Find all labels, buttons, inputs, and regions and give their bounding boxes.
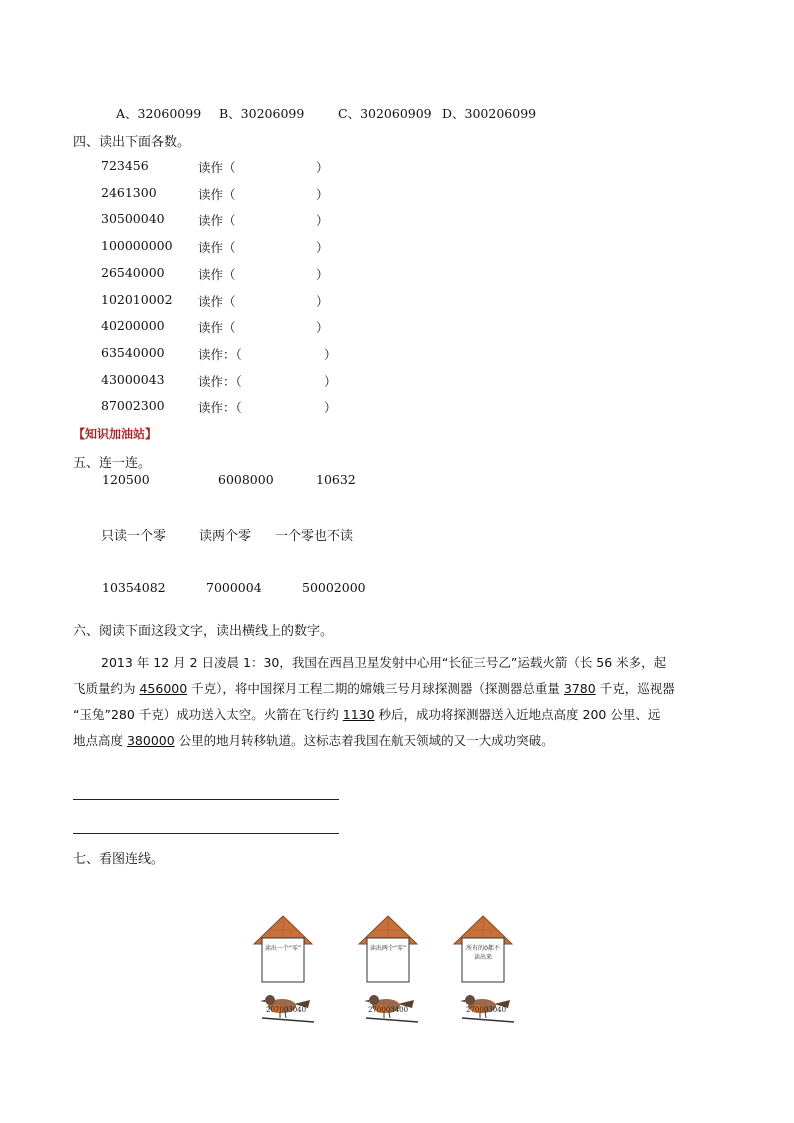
bottom-number: 50002000 bbox=[302, 580, 366, 595]
read-close-paren: ） bbox=[316, 267, 329, 282]
read-label: 读作（ bbox=[198, 160, 236, 175]
passage bbox=[73, 650, 723, 754]
read-label: 读作：（ bbox=[198, 400, 242, 415]
answer-line bbox=[73, 799, 339, 800]
house-label: 所有的0都不读出来 bbox=[466, 945, 500, 961]
number-to-read: 100000000 bbox=[101, 238, 173, 253]
number-to-read: 63540000 bbox=[101, 345, 165, 360]
passage-line-1: 2013 年 12 月 2 日凌晨 1：30，我国在西昌卫星发射中心用“长征三号乙”运载火箭（长 56 米多，起 bbox=[101, 655, 667, 670]
read-close-paren: ） bbox=[316, 160, 329, 175]
knowledge-tag: 【知识加油站】 bbox=[73, 427, 158, 441]
number-to-read: 87002300 bbox=[101, 398, 165, 413]
read-close-paren: ） bbox=[316, 320, 329, 335]
house-label: 读出两个“零” bbox=[369, 945, 407, 952]
read-close-paren: ） bbox=[324, 347, 337, 362]
top-number: 6008000 bbox=[218, 472, 274, 487]
option-b: B、30206099 bbox=[219, 106, 305, 121]
house bbox=[357, 914, 419, 984]
read-label: 读作：（ bbox=[198, 374, 242, 389]
section5-title: 五、连一连。 bbox=[73, 456, 152, 471]
number-to-read: 43000043 bbox=[101, 372, 165, 387]
number-to-read: 30500040 bbox=[101, 211, 165, 226]
read-label: 读作（ bbox=[198, 320, 236, 335]
option-d: D、300206099 bbox=[442, 106, 537, 121]
passage-line-2: 飞质量约为 456000 千克），将中国探月工程二期的嫦娥三号月球探测器（探测器总重量 3780 千克，巡视器 bbox=[73, 681, 675, 696]
underlined-number: 3780 bbox=[563, 681, 596, 696]
match-label: 读两个零 bbox=[199, 529, 252, 544]
number-to-read: 2461300 bbox=[101, 185, 157, 200]
read-label: 读作：（ bbox=[198, 347, 242, 362]
number-to-read: 26540000 bbox=[101, 265, 165, 280]
bottom-number: 7000004 bbox=[206, 580, 262, 595]
match-label: 一个零也不读 bbox=[275, 529, 354, 544]
read-label: 读作（ bbox=[198, 294, 236, 309]
house bbox=[252, 914, 314, 984]
section7-title: 七、看图连线。 bbox=[73, 852, 165, 867]
underlined-number: 1130 bbox=[342, 707, 375, 722]
read-close-paren: ） bbox=[316, 187, 329, 202]
read-close-paren: ） bbox=[324, 374, 337, 389]
passage-line-4: 地点高度 380000 公里的地月转移轨道。这标志着我国在航天领域的又一大成功突破。 bbox=[73, 733, 554, 748]
passage-line-3: “玉兔”280 千克）成功送入太空。火箭在飞行约 1130 秒后，成功将探测器送入近地点高度 200 公里、远 bbox=[73, 707, 661, 722]
number-to-read: 102010002 bbox=[101, 292, 173, 307]
underlined-number: 456000 bbox=[139, 681, 188, 696]
house bbox=[452, 914, 514, 984]
match-label: 只读一个零 bbox=[101, 529, 167, 544]
underlined-number: 380000 bbox=[126, 733, 175, 748]
read-close-paren: ） bbox=[316, 240, 329, 255]
read-close-paren: ） bbox=[316, 294, 329, 309]
number-to-read: 40200000 bbox=[101, 318, 165, 333]
read-label: 读作（ bbox=[198, 187, 236, 202]
bird-number: 270003400 bbox=[368, 1006, 409, 1014]
section6-title: 六、阅读下面这段文字，读出横线上的数字。 bbox=[73, 624, 334, 639]
read-close-paren: ） bbox=[324, 400, 337, 415]
read-close-paren: ） bbox=[316, 213, 329, 228]
read-label: 读作（ bbox=[198, 213, 236, 228]
house-label: 读出一个“零” bbox=[264, 945, 302, 952]
top-number: 10632 bbox=[316, 472, 356, 487]
read-label: 读作（ bbox=[198, 240, 236, 255]
bird-number: 207003040 bbox=[266, 1006, 307, 1014]
bottom-number: 10354082 bbox=[102, 580, 166, 595]
answer-line bbox=[73, 833, 339, 834]
option-a: A、32060099 bbox=[116, 106, 202, 121]
section4-title: 四、读出下面各数。 bbox=[73, 135, 191, 150]
bird-number: 270003040 bbox=[466, 1006, 507, 1014]
number-to-read: 723456 bbox=[101, 158, 149, 173]
read-label: 读作（ bbox=[198, 267, 236, 282]
option-c: C、302060909 bbox=[338, 106, 432, 121]
top-number: 120500 bbox=[102, 472, 150, 487]
